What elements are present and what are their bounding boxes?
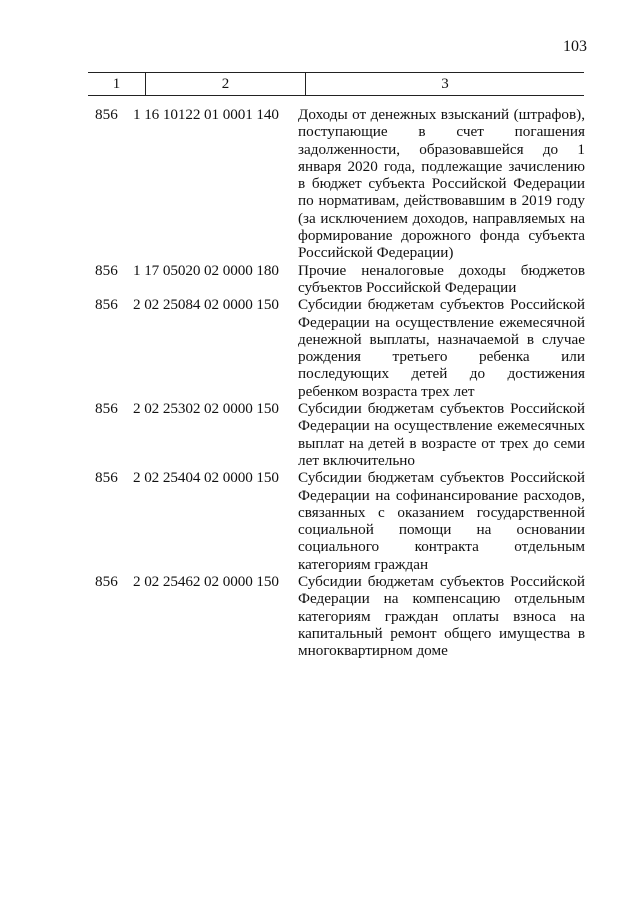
administrator-code: 856: [95, 573, 118, 591]
page-number: 103: [563, 38, 587, 55]
table-row: [95, 296, 585, 400]
budget-classification-code: 2 02 25404 02 0000 150: [133, 469, 279, 487]
table-row: [95, 400, 585, 469]
table-row: [95, 262, 585, 297]
budget-classification-code: 2 02 25462 02 0000 150: [133, 573, 279, 591]
administrator-code: 856: [95, 400, 118, 418]
budget-classification-code: 1 16 10122 01 0001 140: [133, 106, 279, 123]
budget-classification-code: 1 17 05020 02 0000 180: [133, 261, 279, 279]
budget-classification-code: 2 02 25302 02 0000 150: [133, 400, 279, 418]
table-header: [88, 72, 584, 96]
table-body: [95, 106, 585, 660]
table-row: [95, 573, 585, 659]
header-column-2: 2: [146, 73, 306, 95]
administrator-code: 856: [95, 261, 118, 279]
header-column-1: 1: [88, 73, 146, 95]
table-row: [95, 106, 585, 262]
revenue-description: Субсидии бюджетам субъектов Российской Федерации на осуществление ежемесячной денежной выплаты, назначаемой в случае рождения третьего ребенка или последующих детей до достижения ребенком возраста трех лет: [298, 296, 585, 400]
revenue-description: Прочие неналоговые доходы бюджетов субъектов Российской Федерации: [298, 261, 585, 296]
administrator-code: 856: [95, 469, 118, 487]
administrator-code: 856: [95, 296, 118, 314]
table-row: [95, 469, 585, 573]
revenue-description: Субсидии бюджетам субъектов Российской Федерации на компенсацию отдельным категориям граждан оплаты взноса на капитальный ремонт общего имущества в многоквартирном доме: [298, 573, 585, 660]
budget-classification-code: 2 02 25084 02 0000 150: [133, 296, 279, 314]
administrator-code: 856: [95, 106, 118, 123]
header-column-3: 3: [441, 75, 449, 92]
revenue-description: Субсидии бюджетам субъектов Российской Федерации на софинансирование расходов, связанных с оказанием государственной социальной помощи на основании социального контракта отдельным категориям граждан: [298, 469, 585, 573]
revenue-description: Субсидии бюджетам субъектов Российской Федерации на осуществление ежемесячных выплат на детей в возрасте от трех до семи лет включительно: [298, 400, 585, 469]
revenue-description: Доходы от денежных взысканий (штрафов), поступающие в счет погашения задолженности, образовавшейся до 1 января 2020 года, подлежащие зачислению в бюджет субъекта Российской Федерации по нормативам, действовавшим в 2019 году (за исключением доходов, направляемых на формирование дорожного фонда субъекта Российской Федерации): [298, 106, 585, 262]
